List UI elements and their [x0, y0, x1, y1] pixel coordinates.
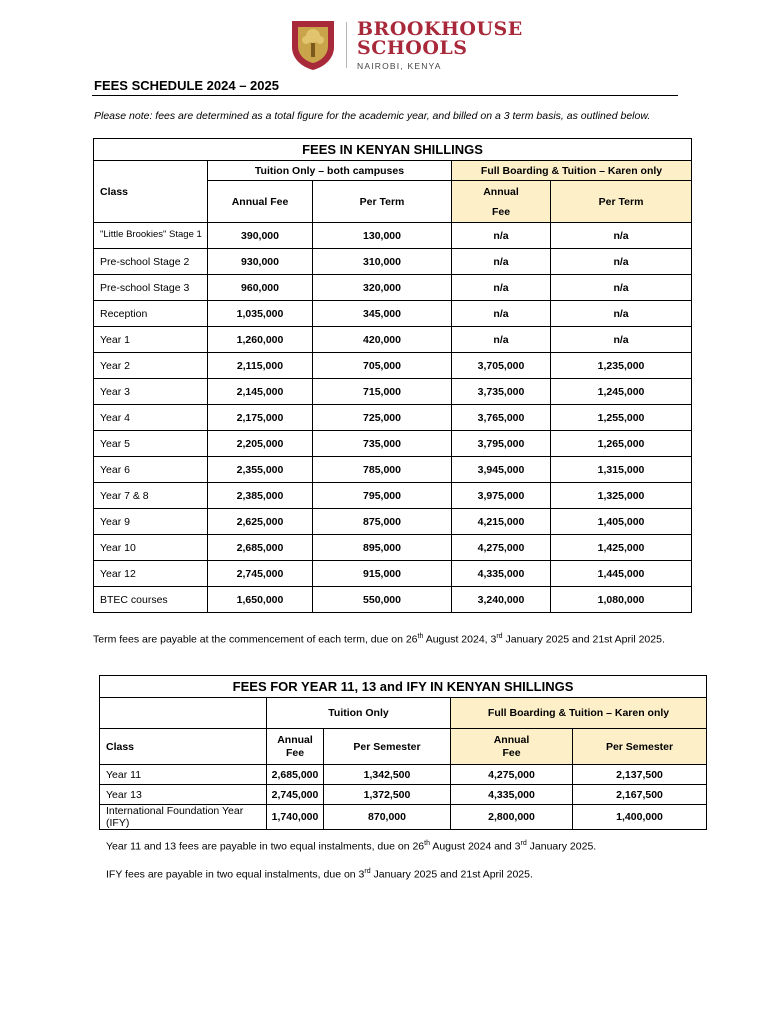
table1-heading: FEES IN KENYAN SHILLINGS — [94, 139, 692, 161]
fee-cell: 2,175,000 — [208, 405, 313, 431]
fee-cell: 1,080,000 — [551, 587, 692, 613]
fee-cell: 1,235,000 — [551, 353, 692, 379]
brand-name-line2: SCHOOLS — [357, 36, 468, 59]
fee-cell: 130,000 — [313, 223, 452, 249]
table2-class-header: Class — [100, 729, 267, 765]
table2-annual-header — [267, 729, 324, 765]
fee-cell: 930,000 — [208, 249, 313, 275]
table1-group-tuition: Tuition Only – both campuses — [208, 161, 452, 181]
fee-cell: 3,735,000 — [452, 379, 551, 405]
class-cell: BTEC courses — [94, 587, 208, 613]
fee-cell: 3,240,000 — [452, 587, 551, 613]
table1-per-term-header: Per Term — [313, 181, 452, 223]
class-cell: Year 10 — [94, 535, 208, 561]
class-cell: Year 12 — [94, 561, 208, 587]
fee-cell: 2,385,000 — [208, 483, 313, 509]
table-row — [94, 431, 692, 457]
class-cell: Reception — [94, 301, 208, 327]
fee-cell: n/a — [452, 249, 551, 275]
fee-cell: 3,765,000 — [452, 405, 551, 431]
table-row — [94, 327, 692, 353]
fee-cell: 915,000 — [313, 561, 452, 587]
fee-cell: 735,000 — [313, 431, 452, 457]
fee-cell: n/a — [452, 327, 551, 353]
class-cell: Year 4 — [94, 405, 208, 431]
fee-cell: 2,115,000 — [208, 353, 313, 379]
fee-cell: 2,745,000 — [208, 561, 313, 587]
term-payment-note — [93, 633, 665, 646]
fee-cell: n/a — [551, 327, 692, 353]
fee-cell: n/a — [551, 223, 692, 249]
fee-cell: 1,342,500 — [324, 765, 451, 785]
ify-payment-note — [106, 868, 533, 881]
table-row — [94, 535, 692, 561]
class-cell: Pre-school Stage 2 — [94, 249, 208, 275]
fee-cell: n/a — [452, 275, 551, 301]
fee-cell: 715,000 — [313, 379, 452, 405]
fees-table-year11-13-ify — [99, 675, 707, 830]
fee-cell: 3,795,000 — [452, 431, 551, 457]
table-row — [100, 765, 707, 785]
table-row — [94, 223, 692, 249]
table-row — [94, 509, 692, 535]
logo-divider — [346, 22, 347, 68]
fee-cell: n/a — [551, 275, 692, 301]
table2-annual-line2: Fee — [285, 746, 305, 759]
year11-13-payment-note — [106, 840, 596, 853]
fee-cell: 4,275,000 — [451, 765, 573, 785]
ify-note-sup-1: rd — [364, 868, 371, 875]
fee-cell: 2,800,000 — [451, 805, 573, 830]
table1-class-header: Class — [94, 161, 208, 223]
fee-cell: 960,000 — [208, 275, 313, 301]
fee-cell: 420,000 — [313, 327, 452, 353]
fee-cell: 1,325,000 — [551, 483, 692, 509]
table-row — [94, 301, 692, 327]
table-row — [94, 275, 692, 301]
y11-note-sup-1: th — [424, 840, 430, 847]
table-row — [94, 561, 692, 587]
fee-cell: 2,625,000 — [208, 509, 313, 535]
fee-cell: 1,425,000 — [551, 535, 692, 561]
fee-cell: 3,705,000 — [452, 353, 551, 379]
fee-cell: 795,000 — [313, 483, 452, 509]
fee-cell: 870,000 — [324, 805, 451, 830]
fee-cell: 310,000 — [313, 249, 452, 275]
table2-group-boarding: Full Boarding & Tuition – Karen only — [451, 698, 707, 729]
brand-location: NAIROBI, KENYA — [357, 60, 442, 71]
fee-cell: 3,945,000 — [452, 457, 551, 483]
table-row — [94, 353, 692, 379]
y11-note-text-1: Year 11 and 13 fees are payable in two equal instalments, due on 26 — [106, 840, 425, 853]
class-cell: Pre-school Stage 3 — [94, 275, 208, 301]
fee-cell: 1,245,000 — [551, 379, 692, 405]
fee-cell: 1,740,000 — [267, 805, 324, 830]
term-note-text-3: January 2025 and 21st April 2025. — [502, 633, 665, 646]
fee-cell: 1,035,000 — [208, 301, 313, 327]
fee-cell: 1,405,000 — [551, 509, 692, 535]
table-row — [94, 405, 692, 431]
fee-cell: 725,000 — [313, 405, 452, 431]
table1-group-boarding: Full Boarding & Tuition – Karen only — [452, 161, 692, 181]
fee-cell: 2,685,000 — [267, 765, 324, 785]
fee-cell: 1,372,500 — [324, 785, 451, 805]
term-note-text-2: August 2024, 3 — [423, 633, 497, 646]
fee-cell: 1,315,000 — [551, 457, 692, 483]
fee-cell: 2,137,500 — [573, 765, 707, 785]
fee-cell: 390,000 — [208, 223, 313, 249]
class-cell: International Foundation Year (IFY) — [100, 805, 267, 830]
table2-empty-header — [100, 698, 267, 729]
class-cell: Year 5 — [94, 431, 208, 457]
table-row — [100, 805, 707, 830]
fee-cell: 2,145,000 — [208, 379, 313, 405]
table1-boarding-per-term-header: Per Term — [551, 181, 692, 223]
logo-wordmark — [357, 17, 523, 71]
school-crest-icon — [290, 19, 336, 71]
table-row — [100, 785, 707, 805]
table-row — [94, 587, 692, 613]
fee-cell: 895,000 — [313, 535, 452, 561]
table2-boarding-annual-header — [451, 729, 573, 765]
fees-table-kes — [93, 138, 692, 613]
table2-annual-line1: Annual — [277, 733, 313, 746]
class-cell: Year 2 — [94, 353, 208, 379]
fee-cell: 1,650,000 — [208, 587, 313, 613]
fee-cell: 1,260,000 — [208, 327, 313, 353]
term-note-text-1: Term fees are payable at the commencement of each term, due on 26 — [93, 633, 418, 646]
fee-cell: 4,275,000 — [452, 535, 551, 561]
fee-cell: 2,355,000 — [208, 457, 313, 483]
ify-note-text-2: January 2025 and 21st April 2025. — [370, 868, 533, 881]
fees-note: Please note: fees are determined as a total figure for the academic year, and billed on a 3 term basis, as outlined below. — [94, 110, 651, 122]
table1-annual-header: Annual Fee — [208, 181, 313, 223]
class-cell: Year 9 — [94, 509, 208, 535]
fee-cell: n/a — [551, 301, 692, 327]
brand-name-line1: BROOKHOUSE — [357, 17, 523, 40]
fee-cell: n/a — [452, 301, 551, 327]
fee-cell: 2,685,000 — [208, 535, 313, 561]
table1-boarding-annual-line1: Annual — [483, 185, 519, 198]
fee-cell: 1,265,000 — [551, 431, 692, 457]
class-cell: Year 7 & 8 — [94, 483, 208, 509]
fee-cell: 875,000 — [313, 509, 452, 535]
fee-cell: 2,167,500 — [573, 785, 707, 805]
fee-cell: n/a — [452, 223, 551, 249]
ify-note-text-1: IFY fees are payable in two equal instalments, due on 3 — [106, 868, 365, 881]
fee-cell: 1,445,000 — [551, 561, 692, 587]
fee-cell: 320,000 — [313, 275, 452, 301]
fee-cell: 345,000 — [313, 301, 452, 327]
fee-cell: 785,000 — [313, 457, 452, 483]
y11-note-text-2: August 2024 and 3 — [430, 840, 521, 853]
fee-cell: 1,255,000 — [551, 405, 692, 431]
table2-boarding-per-sem-header: Per Semester — [573, 729, 707, 765]
table1-boarding-annual-line2: Fee — [491, 205, 511, 218]
fee-cell: 2,745,000 — [267, 785, 324, 805]
table2-heading: FEES FOR YEAR 11, 13 and IFY IN KENYAN SHILLINGS — [100, 676, 707, 698]
class-cell: Year 1 — [94, 327, 208, 353]
fee-cell: 2,205,000 — [208, 431, 313, 457]
fee-cell: 3,975,000 — [452, 483, 551, 509]
table2-boarding-annual-line1: Annual — [493, 733, 530, 746]
table-row — [94, 483, 692, 509]
term-note-sup-1: th — [417, 633, 424, 640]
page-title: FEES SCHEDULE 2024 – 2025 — [94, 78, 279, 93]
table-row — [94, 379, 692, 405]
fee-cell: 4,335,000 — [452, 561, 551, 587]
title-divider — [92, 95, 678, 96]
term-note-sup-2: rd — [496, 633, 503, 640]
table-row — [94, 457, 692, 483]
class-cell: Year 6 — [94, 457, 208, 483]
fee-cell: 4,215,000 — [452, 509, 551, 535]
table-row — [94, 249, 692, 275]
y11-note-sup-2: rd — [520, 840, 527, 847]
class-cell: Year 13 — [100, 785, 267, 805]
fee-cell: 705,000 — [313, 353, 452, 379]
fee-cell: 1,400,000 — [573, 805, 707, 830]
school-logo — [290, 18, 523, 72]
class-cell: Year 3 — [94, 379, 208, 405]
y11-note-text-3: January 2025. — [526, 840, 597, 853]
class-cell: "Little Brookies" Stage 1 — [94, 223, 208, 249]
table2-boarding-annual-line2: Fee — [502, 746, 521, 759]
fee-cell: 4,335,000 — [451, 785, 573, 805]
table2-per-sem-header: Per Semester — [324, 729, 451, 765]
class-cell: Year 11 — [100, 765, 267, 785]
fee-cell: 550,000 — [313, 587, 452, 613]
fee-cell: n/a — [551, 249, 692, 275]
table1-boarding-annual-header — [452, 181, 551, 223]
table2-group-tuition: Tuition Only — [267, 698, 451, 729]
